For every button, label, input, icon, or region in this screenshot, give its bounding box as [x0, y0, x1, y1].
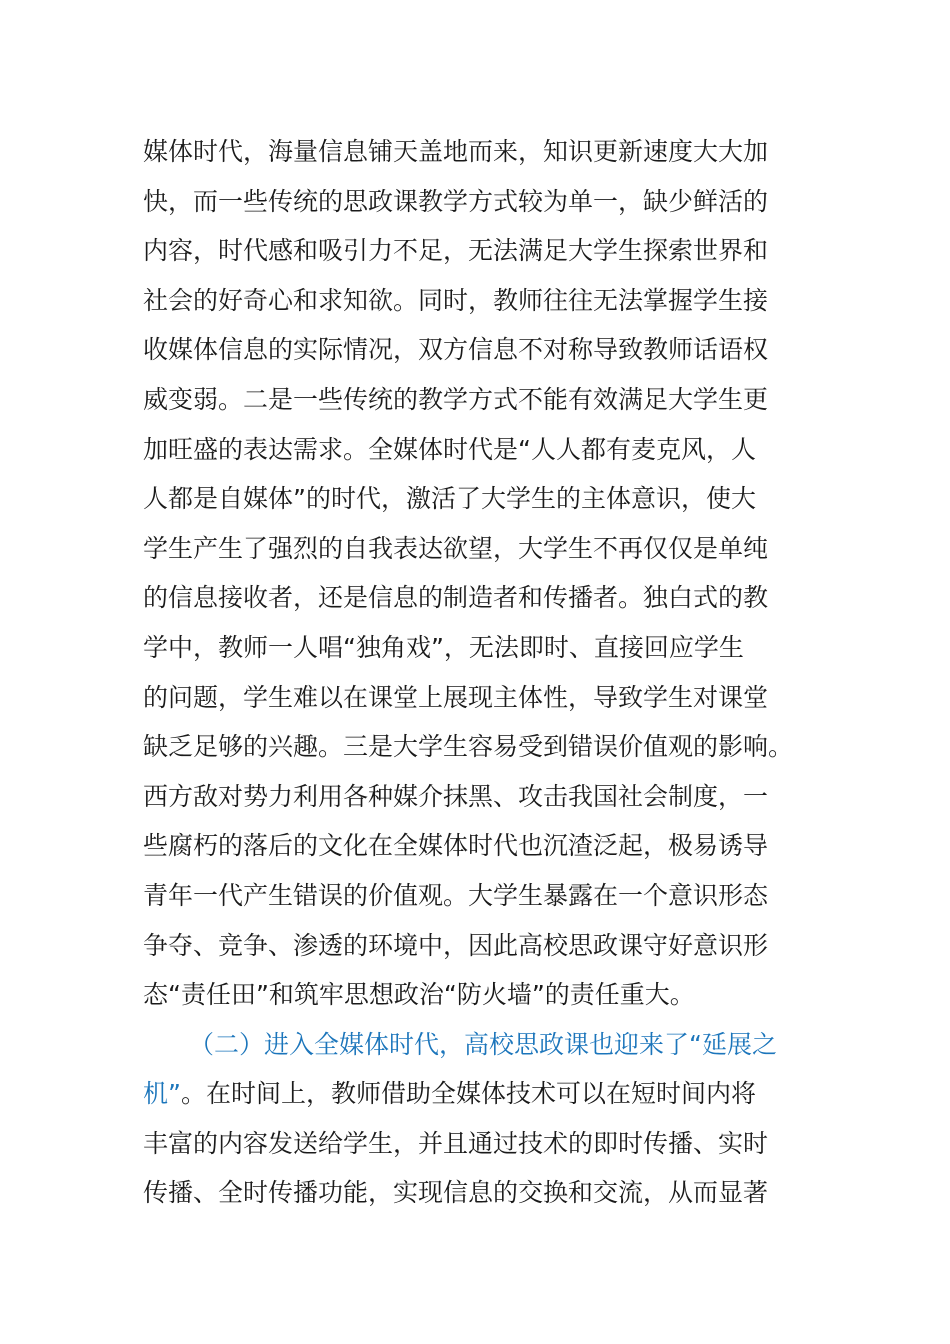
text-line-rest: 。在时间上，教师借助全媒体技术可以在短时间内将 — [180, 1079, 756, 1109]
text-line: 加旺盛的表达需求。全媒体时代是“人人都有麦克风，人 — [143, 434, 756, 464]
text-line: 媒体时代，海量信息铺天盖地而来，知识更新速度大大加 — [143, 137, 769, 166]
text-line: 快，而一些传统的思政课教学方式较为单一，缺少鲜活的 — [143, 186, 769, 216]
section-heading: （二）进入全媒体时代，高校思政课也迎来了“延展之 — [189, 1029, 777, 1059]
body-text — [143, 127, 823, 1218]
text-line: 丰富的内容发送给学生，并且通过技术的即时传播、实时 — [143, 1128, 769, 1158]
text-line: 的问题，学生难以在课堂上展现主体性，导致学生对课堂 — [143, 682, 769, 712]
text-line: 态“责任田”和筑牢思想政治“防火墙”的责任重大。 — [143, 980, 695, 1010]
text-line: 学中，教师一人唱“独角戏”，无法即时、直接回应学生 — [143, 632, 744, 662]
text-line: 威变弱。二是一些传统的教学方式不能有效满足大学生更 — [143, 384, 769, 414]
text-line: 学生产生了强烈的自我表达欲望，大学生不再仅仅是单纯 — [143, 533, 769, 563]
section-heading-end: 机” — [143, 1079, 181, 1109]
text-line: 争夺、竞争、渗透的环境中，因此高校思政课守好意识形 — [143, 930, 769, 960]
paragraph-1 — [143, 127, 823, 1020]
text-line: 的信息接收者，还是信息的制造者和传播者。独白式的教 — [143, 583, 769, 613]
text-line — [143, 1069, 823, 1119]
text-line: 内容，时代感和吸引力不足，无法满足大学生探索世界和 — [143, 236, 769, 266]
text-line: 些腐朽的落后的文化在全媒体时代也沉渣泛起，极易诱导 — [143, 831, 769, 861]
text-line: 缺乏足够的兴趣。三是大学生容易受到错误价值观的影响。 — [143, 732, 794, 762]
text-line: 人都是自媒体”的时代，激活了大学生的主体意识，使大 — [143, 484, 756, 514]
text-line: 青年一代产生错误的价值观。大学生暴露在一个意识形态 — [143, 880, 769, 910]
text-line: 收媒体信息的实际情况，双方信息不对称导致教师话语权 — [143, 335, 769, 365]
text-line: 西方敌对势力利用各种媒介抹黑、攻击我国社会制度，一 — [143, 781, 769, 811]
text-line: 社会的好奇心和求知欲。同时，教师往往无法掌握学生接 — [143, 285, 769, 315]
paragraph-2 — [143, 1020, 823, 1218]
text-line: 传播、全时传播功能，实现信息的交换和交流，从而显著 — [143, 1178, 769, 1208]
